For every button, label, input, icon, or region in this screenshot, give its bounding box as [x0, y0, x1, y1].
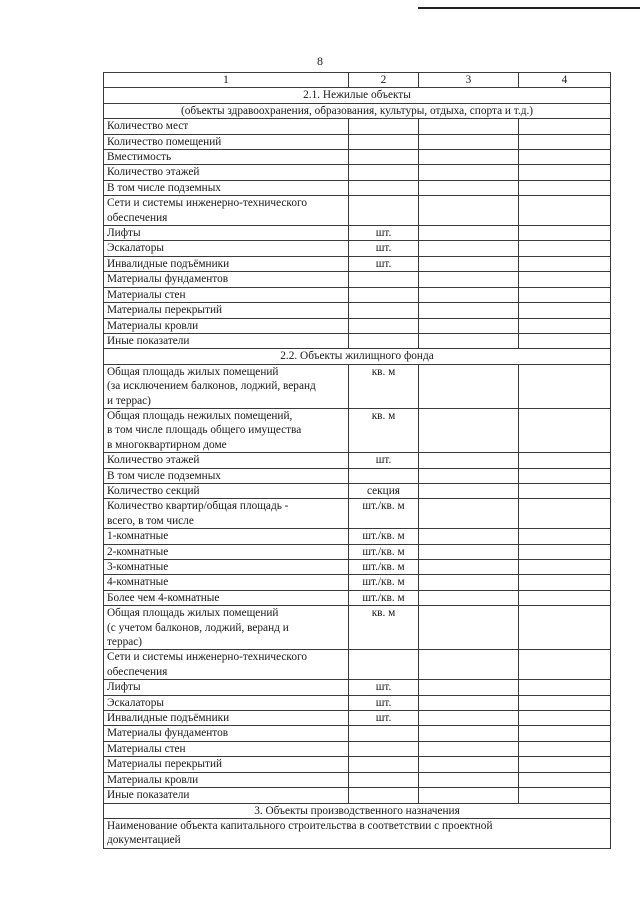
indicator-name-cell: Вместимость	[104, 150, 349, 165]
value-cell-col4[interactable]	[519, 318, 611, 333]
value-cell-col4[interactable]	[519, 119, 611, 134]
value-cell-col3[interactable]	[419, 165, 519, 180]
unit-cell: шт./кв. м	[349, 544, 419, 559]
unit-cell	[349, 788, 419, 803]
unit-cell	[349, 134, 419, 149]
value-cell-col3[interactable]	[419, 226, 519, 241]
section-3-title-row	[104, 803, 611, 818]
indicator-name-line: Общая площадь жилых помещений	[107, 607, 279, 620]
indicator-name-cell: Лифты	[104, 680, 349, 695]
table-row	[104, 241, 611, 256]
unit-cell: шт./кв. м	[349, 560, 419, 575]
indicator-name-line: Наименование объекта капитального строительства в соответствии с проектной	[107, 819, 493, 832]
indicator-name-line: Количество квартир/общая площадь -	[107, 500, 289, 513]
value-cell-col4[interactable]	[519, 575, 611, 590]
indicator-name-cell	[104, 408, 349, 452]
value-cell-col4[interactable]	[519, 772, 611, 787]
table-row	[104, 726, 611, 741]
indicator-name-line: Сети и системы инженерно-технического	[107, 651, 307, 664]
table-row	[104, 303, 611, 318]
value-cell-col3[interactable]	[419, 560, 519, 575]
table-row	[104, 741, 611, 756]
unit-cell: шт./кв. м	[349, 529, 419, 544]
section-2-1-title-row	[104, 88, 611, 103]
value-cell-col3[interactable]	[419, 788, 519, 803]
unit-cell: шт.	[349, 680, 419, 695]
indicator-name-cell: Лифты	[104, 226, 349, 241]
indicator-name-cell	[104, 196, 349, 226]
indicator-name-line: Общая площадь жилых помещений	[107, 365, 279, 378]
unit-cell	[349, 650, 419, 680]
indicator-name-cell: В том числе подземных	[104, 180, 349, 195]
value-cell-col3[interactable]	[419, 364, 519, 408]
value-cell-col3[interactable]	[419, 544, 519, 559]
value-cell-col4[interactable]	[519, 134, 611, 149]
value-cell-col4[interactable]	[519, 303, 611, 318]
value-cell-col3[interactable]	[419, 575, 519, 590]
indicator-name-cell: Материалы фундаментов	[104, 272, 349, 287]
unit-cell	[349, 772, 419, 787]
indicator-name-cell: Материалы кровли	[104, 772, 349, 787]
value-cell-col3[interactable]	[419, 303, 519, 318]
page-number: 8	[317, 54, 323, 68]
indicator-name-cell	[104, 499, 349, 529]
column-number-4: 4	[519, 73, 611, 88]
value-cell-col4[interactable]	[519, 499, 611, 529]
table-row	[104, 165, 611, 180]
indicator-name-cell: 3-комнатные	[104, 560, 349, 575]
table-row	[104, 680, 611, 695]
table-row	[104, 272, 611, 287]
unit-cell	[349, 150, 419, 165]
unit-cell	[349, 741, 419, 756]
table-row	[104, 256, 611, 271]
value-cell-col3[interactable]	[419, 333, 519, 348]
indicator-name-cell: 2-комнатные	[104, 544, 349, 559]
indicator-name-cell	[104, 606, 349, 650]
column-number-1: 1	[104, 73, 349, 88]
indicator-name-cell: Эскалаторы	[104, 695, 349, 710]
value-cell-col4[interactable]	[519, 364, 611, 408]
indicator-name-cell: Материалы перекрытий	[104, 303, 349, 318]
unit-cell: кв. м	[349, 364, 419, 408]
indicator-name-cell	[104, 364, 349, 408]
value-cell-col3[interactable]	[419, 241, 519, 256]
indicator-name-line: (с учетом балконов, лоджий, веранд и	[107, 621, 289, 634]
unit-cell	[349, 119, 419, 134]
table-row	[104, 529, 611, 544]
value-cell-col3[interactable]	[419, 726, 519, 741]
value-cell-col3[interactable]	[419, 150, 519, 165]
table-row	[104, 453, 611, 468]
value-cell-col4[interactable]	[519, 741, 611, 756]
value-cell-col4[interactable]	[519, 483, 611, 498]
indicator-name-line: (за исключением балконов, лоджий, веранд	[107, 380, 316, 393]
table-row	[104, 575, 611, 590]
table-row	[104, 483, 611, 498]
value-cell-col4[interactable]	[519, 180, 611, 195]
value-cell-col4[interactable]	[519, 196, 611, 226]
indicator-name-line: всего, в том числе	[107, 514, 194, 527]
unit-cell: шт.	[349, 453, 419, 468]
value-cell-col3[interactable]	[419, 695, 519, 710]
value-cell-col4[interactable]	[519, 788, 611, 803]
value-cell-col3[interactable]	[419, 453, 519, 468]
value-cell-col3[interactable]	[419, 606, 519, 650]
unit-cell	[349, 165, 419, 180]
indicator-name-cell: Количество секций	[104, 483, 349, 498]
unit-cell	[349, 272, 419, 287]
unit-cell	[349, 196, 419, 226]
value-cell-col3[interactable]	[419, 741, 519, 756]
unit-cell: кв. м	[349, 408, 419, 452]
table-row	[104, 364, 611, 408]
table-row	[104, 606, 611, 650]
table-row	[104, 695, 611, 710]
top-rule-line	[418, 7, 640, 9]
indicator-name-cell: Количество этажей	[104, 165, 349, 180]
value-cell-col3[interactable]	[419, 711, 519, 726]
unit-cell	[349, 180, 419, 195]
value-cell-col3[interactable]	[419, 272, 519, 287]
unit-cell: шт.	[349, 695, 419, 710]
indicator-name-cell: Более чем 4-комнатные	[104, 590, 349, 605]
table-row	[104, 287, 611, 302]
value-cell-col3[interactable]	[419, 483, 519, 498]
unit-cell: шт./кв. м	[349, 575, 419, 590]
unit-cell: секция	[349, 483, 419, 498]
unit-cell	[349, 333, 419, 348]
value-cell-col4[interactable]	[519, 226, 611, 241]
unit-cell: шт.	[349, 711, 419, 726]
table-row	[104, 408, 611, 452]
table-row	[104, 468, 611, 483]
unit-cell: шт./кв. м	[349, 499, 419, 529]
indicator-name-line: террас)	[107, 636, 143, 649]
table-row	[104, 150, 611, 165]
unit-cell: шт.	[349, 241, 419, 256]
indicator-name-cell: Иные показатели	[104, 333, 349, 348]
indicators-table	[103, 72, 611, 849]
indicator-name-cell	[104, 818, 611, 848]
column-number-3: 3	[419, 73, 519, 88]
value-cell-col3[interactable]	[419, 590, 519, 605]
value-cell-col3[interactable]	[419, 318, 519, 333]
table-row	[104, 499, 611, 529]
value-cell-col3[interactable]	[419, 119, 519, 134]
table-row	[104, 544, 611, 559]
indicator-name-cell: 1-комнатные	[104, 529, 349, 544]
section-2-2-title-row	[104, 349, 611, 364]
value-cell-col4[interactable]	[519, 606, 611, 650]
table-row	[104, 560, 611, 575]
indicator-name-line: Общая площадь нежилых помещений,	[107, 409, 293, 422]
table-row	[104, 333, 611, 348]
table-row	[104, 134, 611, 149]
value-cell-col3[interactable]	[419, 499, 519, 529]
indicator-name-cell: Материалы перекрытий	[104, 757, 349, 772]
table-row	[104, 590, 611, 605]
indicator-name-line: обеспечения	[107, 211, 168, 224]
value-cell-col3[interactable]	[419, 757, 519, 772]
column-number-2: 2	[349, 73, 419, 88]
table-row	[104, 788, 611, 803]
value-cell-col4[interactable]	[519, 165, 611, 180]
indicator-name-cell: Количество помещений	[104, 134, 349, 149]
section-2-1-subtitle-row	[104, 103, 611, 118]
indicator-name-cell: Иные показатели	[104, 788, 349, 803]
table-row	[104, 818, 611, 848]
value-cell-col3[interactable]	[419, 134, 519, 149]
value-cell-col4[interactable]	[519, 272, 611, 287]
value-cell-col3[interactable]	[419, 408, 519, 452]
value-cell-col4[interactable]	[519, 333, 611, 348]
indicator-name-cell: Количество этажей	[104, 453, 349, 468]
value-cell-col4[interactable]	[519, 408, 611, 452]
value-cell-col4[interactable]	[519, 590, 611, 605]
value-cell-col4[interactable]	[519, 650, 611, 680]
unit-cell	[349, 757, 419, 772]
unit-cell	[349, 287, 419, 302]
unit-cell	[349, 318, 419, 333]
table-row	[104, 318, 611, 333]
value-cell-col4[interactable]	[519, 241, 611, 256]
value-cell-col4[interactable]	[519, 468, 611, 483]
indicator-name-cell: Количество мест	[104, 119, 349, 134]
indicator-name-cell: В том числе подземных	[104, 468, 349, 483]
value-cell-col4[interactable]	[519, 544, 611, 559]
value-cell-col4[interactable]	[519, 695, 611, 710]
value-cell-col3[interactable]	[419, 772, 519, 787]
indicator-name-cell: Материалы стен	[104, 741, 349, 756]
indicator-name-line: документацией	[107, 834, 181, 847]
value-cell-col4[interactable]	[519, 287, 611, 302]
table-row	[104, 772, 611, 787]
section-2-2-title: 2.2. Объекты жилищного фонда	[104, 349, 611, 364]
table-row	[104, 711, 611, 726]
value-cell-col4[interactable]	[519, 680, 611, 695]
indicator-name-cell: Эскалаторы	[104, 241, 349, 256]
section-2-1-title: 2.1. Нежилые объекты	[104, 88, 611, 103]
value-cell-col4[interactable]	[519, 560, 611, 575]
value-cell-col3[interactable]	[419, 180, 519, 195]
table-row	[104, 119, 611, 134]
table-row	[104, 180, 611, 195]
indicator-name-cell: Инвалидные подъёмники	[104, 711, 349, 726]
table-row	[104, 757, 611, 772]
value-cell-col3[interactable]	[419, 680, 519, 695]
indicator-name-cell: Материалы стен	[104, 287, 349, 302]
unit-cell: шт./кв. м	[349, 590, 419, 605]
value-cell-col4[interactable]	[519, 529, 611, 544]
indicator-name-line: Сети и системы инженерно-технического	[107, 197, 307, 210]
value-cell-col4[interactable]	[519, 150, 611, 165]
value-cell-col4[interactable]	[519, 711, 611, 726]
value-cell-col4[interactable]	[519, 757, 611, 772]
value-cell-col4[interactable]	[519, 453, 611, 468]
unit-cell	[349, 726, 419, 741]
indicators-table-body	[104, 73, 611, 849]
indicator-name-cell: Материалы кровли	[104, 318, 349, 333]
column-number-row	[104, 73, 611, 88]
unit-cell	[349, 303, 419, 318]
indicator-name-line: и террас)	[107, 394, 151, 407]
indicator-name-line: в том числе площадь общего имущества	[107, 424, 302, 437]
indicator-name-cell: Материалы фундаментов	[104, 726, 349, 741]
value-cell-col3[interactable]	[419, 468, 519, 483]
value-cell-col3[interactable]	[419, 287, 519, 302]
unit-cell: кв. м	[349, 606, 419, 650]
table-row	[104, 226, 611, 241]
indicator-name-cell: 4-комнатные	[104, 575, 349, 590]
indicator-name-cell	[104, 650, 349, 680]
unit-cell	[349, 468, 419, 483]
value-cell-col3[interactable]	[419, 256, 519, 271]
unit-cell: шт.	[349, 256, 419, 271]
value-cell-col3[interactable]	[419, 196, 519, 226]
indicator-name-cell: Инвалидные подъёмники	[104, 256, 349, 271]
section-2-1-subtitle: (объекты здравоохранения, образования, культуры, отдыха, спорта и т.д.)	[104, 103, 611, 118]
indicator-name-line: обеспечения	[107, 665, 168, 678]
table-row	[104, 196, 611, 226]
indicator-name-line: в многоквартирном доме	[107, 438, 227, 451]
unit-cell: шт.	[349, 226, 419, 241]
table-row	[104, 650, 611, 680]
value-cell-col4[interactable]	[519, 256, 611, 271]
value-cell-col4[interactable]	[519, 726, 611, 741]
value-cell-col3[interactable]	[419, 529, 519, 544]
value-cell-col3[interactable]	[419, 650, 519, 680]
section-3-title: 3. Объекты производственного назначения	[104, 803, 611, 818]
